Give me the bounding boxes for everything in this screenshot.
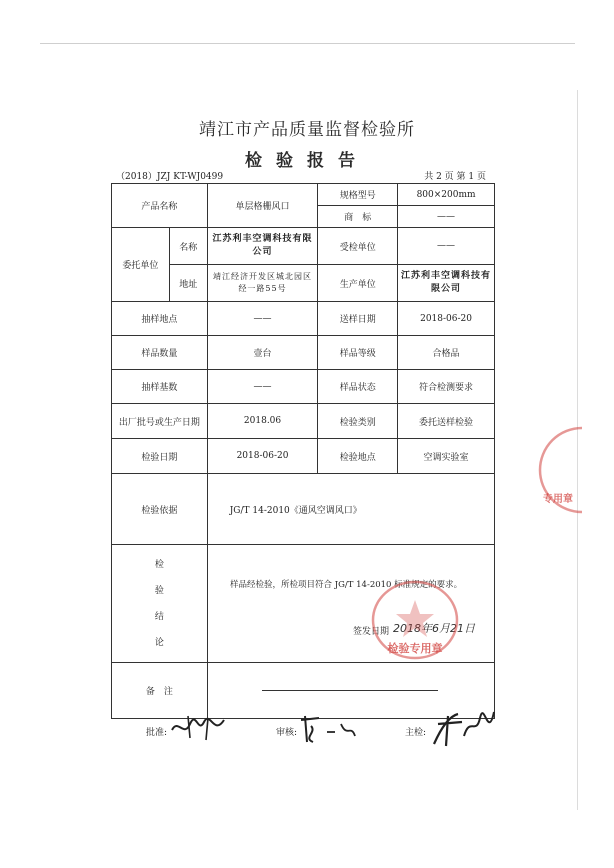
chief-label: 主检: <box>405 728 427 738</box>
sample-state-value: 符合检测要求 <box>398 370 495 404</box>
chief-signature-icon <box>428 706 498 750</box>
basis-value: JG/T 14-2010《通风空调风口》 <box>207 474 494 545</box>
client-name-label: 名称 <box>169 228 207 265</box>
inspection-type-label: 检验类别 <box>318 404 398 439</box>
edge-seal-icon <box>534 420 584 520</box>
send-date-label: 送样日期 <box>318 302 398 336</box>
conclusion-label-char-3: 结 <box>154 611 164 622</box>
sample-qty-value: 壹台 <box>207 336 318 370</box>
brand-label: 商 标 <box>318 206 398 228</box>
client-address-label: 地址 <box>169 265 207 302</box>
producer-label: 生产单位 <box>318 265 398 302</box>
inspection-place-label: 检验地点 <box>318 439 398 474</box>
batch-value: 2018.06 <box>207 404 318 439</box>
sign-date-value: 2018年6月21日 <box>393 622 475 635</box>
remarks-underline <box>262 690 438 691</box>
review-label: 审核: <box>276 728 298 738</box>
inspection-date-value: 2018-06-20 <box>207 439 318 474</box>
inspection-type-value: 委托送样检验 <box>398 404 495 439</box>
page-info: 共 2 页 第 1 页 <box>424 172 486 182</box>
product-name-value: 单层格栅风口 <box>207 184 318 228</box>
conclusion-label <box>112 545 208 663</box>
review-signature-icon <box>297 712 357 748</box>
client-label: 委托单位 <box>112 228 170 302</box>
remarks-label: 备 注 <box>112 663 208 719</box>
conclusion-text: 样品经检验，所检项目符合 JG/T 14-2010 标准规定的要求。 <box>230 580 463 590</box>
client-address-value: 靖江经济开发区城北园区经一路55号 <box>207 265 318 302</box>
sign-date-label: 签发日期 <box>353 627 390 637</box>
document-title: 靖江市产品质量监督检验所 <box>199 120 415 140</box>
sampling-place-label: 抽样地点 <box>112 302 208 336</box>
sample-grade-value: 合格品 <box>398 336 495 370</box>
sampling-base-value: —— <box>207 370 318 404</box>
document-subtitle: 检验报告 <box>245 151 369 171</box>
brand-value: —— <box>398 206 495 228</box>
sampling-place-value: —— <box>207 302 318 336</box>
basis-label: 检验依据 <box>112 474 208 545</box>
sample-grade-label: 样品等级 <box>318 336 398 370</box>
producer-value: 江苏利丰空调科技有限公司 <box>398 265 495 302</box>
batch-label: 出厂批号或生产日期 <box>112 404 208 439</box>
conclusion-label-char-4: 论 <box>154 637 164 648</box>
inspected-value: —— <box>398 228 495 265</box>
sample-qty-label: 样品数量 <box>112 336 208 370</box>
spec-value: 800×200mm <box>398 184 495 206</box>
inspected-label: 受检单位 <box>318 228 398 265</box>
send-date-value: 2018-06-20 <box>398 302 495 336</box>
inspection-place-value: 空调实验室 <box>398 439 495 474</box>
approve-label: 批准: <box>146 728 168 738</box>
inspection-seal-icon <box>360 570 470 670</box>
conclusion-label-char-1: 检 <box>154 559 164 570</box>
right-seal-text: 专用章 <box>543 494 573 505</box>
center-seal-text: 检验专用章 <box>387 642 443 655</box>
conclusion-label-char-2: 验 <box>154 585 164 596</box>
page-top-edge <box>40 43 575 44</box>
client-name-value: 江苏利丰空调科技有限公司 <box>207 228 318 265</box>
product-name-label: 产品名称 <box>112 184 208 228</box>
inspection-date-label: 检验日期 <box>112 439 208 474</box>
report-number: （2018）JZJ KT-WJ0499 <box>116 172 224 182</box>
sampling-base-label: 抽样基数 <box>112 370 208 404</box>
sample-state-label: 样品状态 <box>318 370 398 404</box>
spec-label: 规格型号 <box>318 184 398 206</box>
approve-signature-icon <box>168 712 228 742</box>
